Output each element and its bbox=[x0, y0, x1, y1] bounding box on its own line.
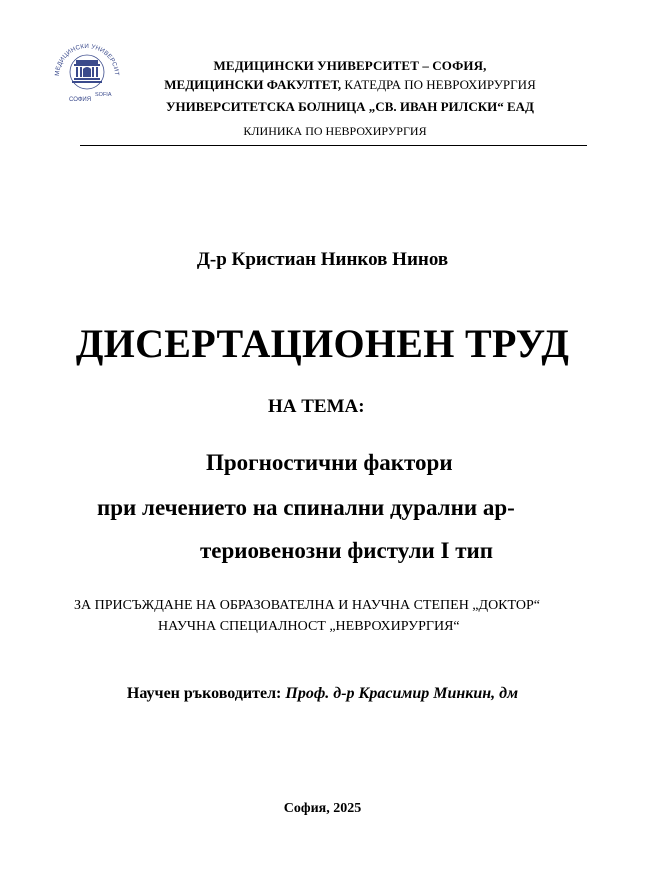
svg-text:МЕДИЦИНСКИ УНИВЕРСИТЕТ · MEDIC: МЕДИЦИНСКИ УНИВЕРСИТ bbox=[53, 42, 121, 77]
hospital-name: УНИВЕРСИТЕТСКА БОЛНИЦА „СВ. ИВАН РИЛСКИ“ ЕАД bbox=[166, 99, 534, 114]
faculty-department bbox=[110, 77, 590, 93]
degree-line-1: ЗА ПРИСЪЖДАНЕ НА ОБРАЗОВАТЕЛНА И НАУЧНА СТЕПЕН „ДОКТОР“ bbox=[74, 598, 540, 613]
university-name: МЕДИЦИНСКИ УНИВЕРСИТЕТ – СОФИЯ, bbox=[213, 58, 487, 73]
document-title: ДИСЕРТАЦИОНЕН ТРУД bbox=[75, 321, 570, 366]
topic-line-1: Прогностични фактори bbox=[206, 450, 453, 475]
header-divider bbox=[80, 145, 587, 146]
topic-line-3: териовенозни фистули I тип bbox=[200, 538, 494, 563]
supervisor bbox=[0, 685, 645, 703]
faculty-name: МЕДИЦИНСКИ ФАКУЛТЕТ, bbox=[164, 77, 342, 92]
supervisor-label: Научен ръководител: bbox=[126, 685, 286, 702]
department-name: КАТЕДРА ПО НЕВРОХИРУРГИЯ bbox=[341, 77, 536, 92]
theme-label: НА ТЕМА: bbox=[268, 396, 365, 417]
topic-line-2: при лечението на спинални дурални ар- bbox=[97, 495, 515, 520]
svg-text:SOFIA: SOFIA bbox=[95, 92, 112, 98]
place-and-year: София, 2025 bbox=[283, 801, 362, 816]
author-name: Д-р Кристиан Нинков Нинов bbox=[196, 249, 449, 270]
supervisor-name: Проф. д-р Красимир Минкин, дм bbox=[285, 685, 519, 702]
degree-line-2: НАУЧНА СПЕЦИАЛНОСТ „НЕВРОХИРУРГИЯ“ bbox=[158, 619, 460, 634]
svg-text:СОФИЯ: СОФИЯ bbox=[69, 97, 92, 103]
clinic-name: КЛИНИКА ПО НЕВРОХИРУРГИЯ bbox=[243, 124, 427, 138]
